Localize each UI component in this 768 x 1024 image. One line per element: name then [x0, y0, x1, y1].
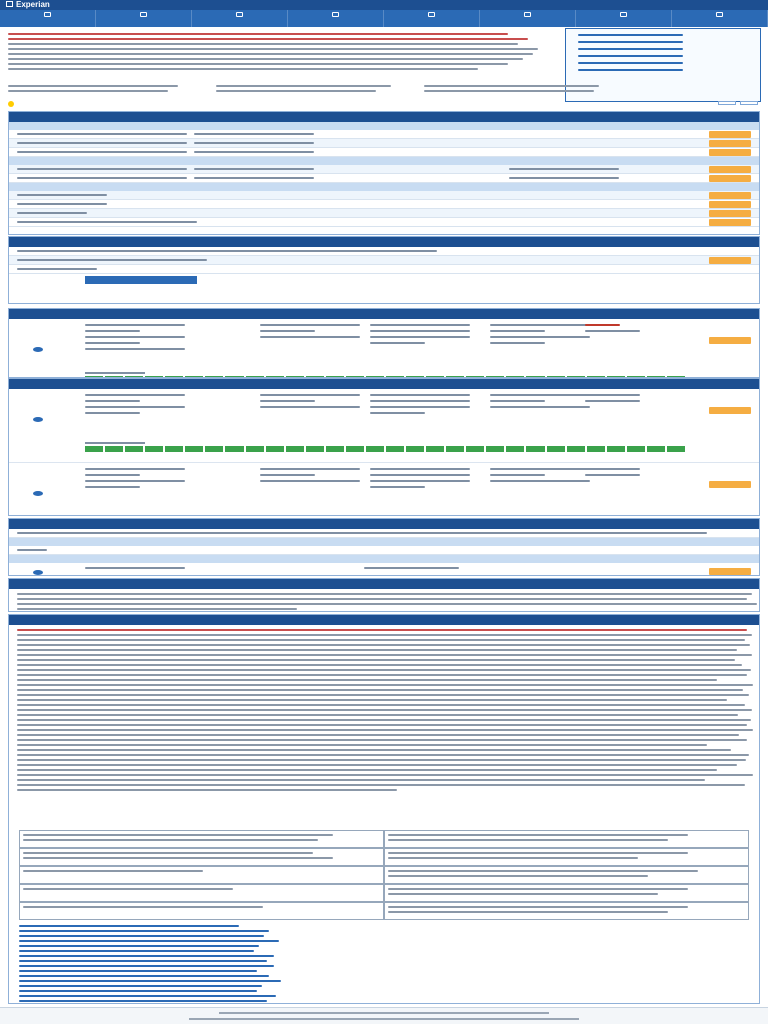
dispute-button[interactable]: [709, 131, 751, 138]
toolkit-link[interactable]: [578, 62, 683, 64]
toolkit-link[interactable]: [578, 55, 683, 57]
history-cell: [406, 446, 424, 452]
identifier-row: [9, 218, 759, 227]
add-statement-label-row: [9, 265, 759, 274]
history-cell: [165, 446, 183, 452]
history-cell: [386, 446, 404, 452]
rights-summary: [9, 625, 759, 798]
nav-icon: [332, 12, 339, 17]
history-cell: [346, 446, 364, 452]
nav-icon: [716, 12, 723, 17]
accounts-good-standing-title: [9, 379, 759, 389]
nav-icon: [44, 12, 51, 17]
tab-1[interactable]: [0, 10, 96, 27]
address-row: [9, 174, 759, 183]
credit-inquiries-section: [8, 518, 760, 576]
negative-items-title: [9, 309, 759, 319]
address-row: [9, 165, 759, 174]
inquiry-select-radio[interactable]: [33, 570, 43, 575]
toolkit-link[interactable]: [578, 69, 683, 71]
important-messages-section: [8, 578, 760, 612]
dispute-button[interactable]: [709, 192, 751, 199]
know-your-rights-section: [8, 614, 760, 1004]
account-select-radio[interactable]: [33, 417, 43, 422]
history-cell: [607, 446, 625, 452]
history-cell: [567, 446, 585, 452]
shared-inquiries-subheading: [9, 538, 759, 546]
history-cell: [266, 446, 284, 452]
inquiry-row: [9, 563, 759, 576]
negative-account: [9, 319, 759, 378]
your-inquiries-subheading: [9, 555, 759, 563]
other-information-subheading: [9, 183, 759, 191]
personal-statements-section: [8, 236, 760, 304]
history-cell: [246, 446, 264, 452]
important-message-text: [9, 589, 759, 612]
nav-icon: [140, 12, 147, 17]
identifier-row: [9, 191, 759, 200]
history-cell: [506, 446, 524, 452]
dispute-button[interactable]: [709, 210, 751, 217]
toolkit-link[interactable]: [578, 48, 683, 50]
history-cell: [85, 446, 103, 452]
notification-links: [19, 925, 299, 1004]
identifier-row: [9, 200, 759, 209]
account-details: [85, 394, 705, 442]
history-cell: [526, 446, 544, 452]
tab-3[interactable]: [192, 10, 288, 27]
statements-description: [9, 247, 759, 256]
main-tabs: [0, 10, 768, 27]
accounts-in-good-standing-section: [8, 378, 760, 516]
expand-collapse-controls: [718, 101, 758, 105]
personal-information-section: [8, 111, 760, 235]
add-statement-button[interactable]: [85, 276, 197, 284]
tab-4[interactable]: [288, 10, 384, 27]
no-inquiries-row: [9, 546, 759, 555]
history-cell: [446, 446, 464, 452]
name-row: [9, 130, 759, 139]
intro-lines: [8, 33, 558, 70]
footer: [0, 1007, 768, 1024]
nav-icon: [428, 12, 435, 17]
nav-icon: [620, 12, 627, 17]
account-details: [85, 468, 705, 516]
payment-history: [85, 442, 685, 458]
history-cell: [547, 446, 565, 452]
nav-icon: [236, 12, 243, 17]
history-cell: [667, 446, 685, 452]
pending-disputes: [8, 101, 758, 111]
top-bar: [0, 0, 768, 10]
addresses-subheading: [9, 157, 759, 165]
credit-inquiries-title: [9, 519, 759, 529]
history-cell: [185, 446, 203, 452]
history-cell: [647, 446, 665, 452]
collapse-all-button[interactable]: [740, 101, 758, 105]
tab-5[interactable]: [384, 10, 480, 27]
name-row: [9, 148, 759, 157]
dispute-button[interactable]: [709, 407, 751, 414]
personal-statements-title: [9, 237, 759, 247]
dispute-button[interactable]: [709, 201, 751, 208]
history-cell: [326, 446, 344, 452]
rights-contact-table: [19, 830, 749, 920]
names-subheading: [9, 122, 759, 130]
statement-row: [9, 256, 759, 265]
expand-all-button[interactable]: [718, 101, 736, 105]
history-cell: [205, 446, 223, 452]
dispute-button[interactable]: [709, 149, 751, 156]
logo-icon: [6, 1, 13, 7]
dispute-button[interactable]: [709, 175, 751, 182]
inquiries-description: [9, 529, 759, 538]
good-account: [9, 463, 759, 516]
history-cell: [486, 446, 504, 452]
history-cell: [286, 446, 304, 452]
rights-title: [9, 615, 759, 625]
history-cell: [225, 446, 243, 452]
account-select-radio[interactable]: [33, 347, 43, 352]
history-cell: [466, 446, 484, 452]
tab-8[interactable]: [672, 10, 768, 27]
history-cell: [125, 446, 143, 452]
important-messages-title: [9, 579, 759, 589]
dispute-button[interactable]: [709, 166, 751, 173]
identifier-row: [9, 209, 759, 218]
account-select-radio[interactable]: [33, 491, 43, 496]
toolkit-link[interactable]: [578, 34, 683, 36]
history-cell: [366, 446, 384, 452]
history-cell: [145, 446, 163, 452]
brand[interactable]: [6, 0, 50, 10]
history-cell: [426, 446, 444, 452]
options-button[interactable]: [709, 568, 751, 575]
personal-information-title: [9, 112, 759, 122]
tab-2[interactable]: [96, 10, 192, 27]
negative-items-section: [8, 308, 760, 378]
dispute-button[interactable]: [709, 140, 751, 147]
dispute-button[interactable]: [709, 337, 751, 344]
toolkit-link[interactable]: [578, 41, 683, 43]
pending-dot-icon: [8, 101, 14, 107]
history-cell: [587, 446, 605, 452]
tab-6[interactable]: [480, 10, 576, 27]
options-button[interactable]: [709, 257, 751, 264]
history-cell: [105, 446, 123, 452]
account-details: [85, 324, 705, 372]
dispute-button[interactable]: [709, 481, 751, 488]
history-cell: [627, 446, 645, 452]
brand-name: Experian: [16, 0, 50, 9]
history-cell: [306, 446, 324, 452]
good-account: [9, 389, 759, 463]
tab-7[interactable]: [576, 10, 672, 27]
dispute-button[interactable]: [709, 219, 751, 226]
nav-icon: [524, 12, 531, 17]
name-row: [9, 139, 759, 148]
